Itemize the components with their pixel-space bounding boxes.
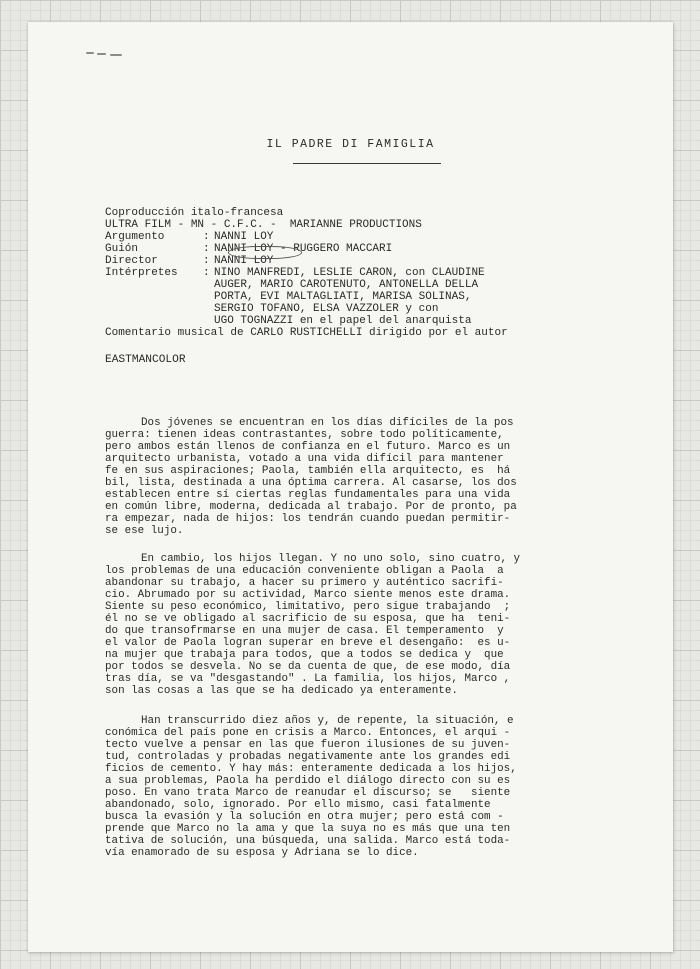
coproduction-line: Coproducción italo-francesa (105, 207, 284, 219)
paragraph-3 (105, 715, 605, 859)
text-line: Han transcurrido diez años y, de repente, la situación, e (141, 715, 514, 727)
credit-label: Guión (105, 243, 139, 255)
credits-block (105, 207, 508, 339)
music-line: Comentario musical de CARLO RUSTICHELLI dirigido por el autor (105, 327, 508, 339)
text-line: abandonar su trabajo, a hacer su primero y auténtico sacrifi- (105, 577, 504, 589)
text-line: a sua problemas, Paola ha perdido el diálogo directo con su es (105, 775, 511, 787)
text-line: se ese lujo. (105, 525, 184, 537)
text-line: tecto vuelve a pensar en las que fueron ilusiones de su juven- (105, 739, 511, 751)
credit-guion: Guión : NANNI LOY - RUGGERO MACCARI (105, 243, 393, 255)
credit-value: NANNI LOY (214, 231, 274, 243)
text-line: conómica del país pone en crisis a Marco. Entonces, el arqui - (105, 727, 511, 739)
text-line: son las cosas a las que se ha dedicado ya enteramente. (105, 685, 458, 697)
text-line: En cambio, los hijos llegan. Y no uno solo, sino cuatro, y (141, 553, 521, 565)
cast-line: SERGIO TOFANO, ELSA VAZZOLER y con (214, 303, 439, 315)
pencil-mark (86, 50, 124, 56)
credit-label: Intérpretes (105, 267, 178, 279)
document-page (28, 22, 673, 952)
text-line: pero ambos están llenos de confianza en el futuro. Marco es un (105, 441, 511, 453)
text-line: el valor de Paola logran superar en breve el desengaño: es u- (105, 637, 511, 649)
text-line: tras día, se va "desgastando" . La familia, los hijos, Marco , (105, 673, 511, 685)
text-line: cio. Abrumado por su actividad, Marco siente menos este drama. (105, 589, 511, 601)
credit-value: NINO MANFREDI, LESLIE CARON, con CLAUDINE (214, 267, 485, 279)
document-title: IL PADRE DI FAMIGLIA (266, 138, 435, 151)
text-line: Siente su peso económico, limitativo, pero sigue trabajando ; (105, 601, 511, 613)
cast-line: AUGER, MARIO CAROTENUTO, ANTONELLA DELLA (214, 279, 479, 291)
text-line: do que transofrmarse en una mujer de casa. El temperamento y (105, 625, 504, 637)
text-line: bil, lista, destinada a una óptima carrera. Al casarse, los dos (105, 477, 517, 489)
pen-circle-mark (228, 246, 302, 259)
text-line: busca la evasión y la solución en otra mujer; pero está com - (105, 811, 504, 823)
text-line: en común libre, moderna, dedicada al trabajo. Por de pronto, pa (105, 501, 517, 513)
cast-line: PORTA, EVI MALTAGLIATI, MARISA SOLINAS, (214, 291, 472, 303)
format-line: EASTMANCOLOR (105, 354, 186, 366)
credit-value: NANNI LOY (214, 255, 274, 267)
text-line: ficios de cemento. Y hay más: enteramente dedicada a los hijos, (105, 763, 517, 775)
companies-line: ULTRA FILM - MN - C.F.C. - MARIANNE PRODUCTIONS (105, 219, 422, 231)
text-line: Dos jóvenes se encuentran en los días difíciles de la pos (141, 417, 514, 429)
title-underline (293, 163, 441, 164)
credit-director: Director : NANNI LOY (105, 255, 274, 267)
text-line: tud, controladas y probadas negativamente ante los grandes edi (105, 751, 511, 763)
text-line: fe en sus aspiraciones; Paola, también ella arquitecto, es há (105, 465, 511, 477)
text-line: poso. En vano trata Marco de reanudar el discurso; se siente (105, 787, 511, 799)
text-line: los problemas de una educación conveniente obligan a Paola a (105, 565, 504, 577)
text-line: na mujer que trabaja para todos, que a todos se dedica y que (105, 649, 504, 661)
text-line: vía enamorado de su esposa y Adriana se lo dice. (105, 847, 419, 859)
credit-value: NANNI LOY - RUGGERO MACCARI (214, 243, 393, 255)
text-line: ra empezar, nada de hijos: los tendrán cuando puedan permitir- (105, 513, 511, 525)
text-line: arquitecto urbanista, votado a una vida difícil para mantener (105, 453, 504, 465)
paragraph-1 (105, 417, 605, 537)
paragraph-2 (105, 553, 605, 697)
text-line: abandonado, solo, ignorado. Por ello mismo, casi fatalmente (105, 799, 491, 811)
cast-line: UGO TOGNAZZI en el papel del anarquista (214, 315, 472, 327)
text-line: tativa de solución, una búsqueda, una salida. Marco está toda- (105, 835, 511, 847)
text-line: establecen entre sí ciertas reglas fundamentales para una vida (105, 489, 511, 501)
text-line: él no se ve obligado al sacrificio de su esposa, que ha teni- (105, 613, 511, 625)
credit-argumento: Argumento : NANNI LOY (105, 231, 274, 243)
credit-label: Argumento (105, 231, 165, 243)
credit-label: Director (105, 255, 158, 267)
text-line: guerra: tienen ideas contrastantes, sobre todo políticamente, (105, 429, 504, 441)
credit-interpretes: Intérpretes : NINO MANFREDI, LESLIE CARON, con CLAUDINE (105, 267, 485, 279)
text-line: por todos se desvela. No se da cuenta de que, de ese modo, día (105, 661, 511, 673)
text-line: prende que Marco no la ama y que la suya no es más que una ten (105, 823, 511, 835)
